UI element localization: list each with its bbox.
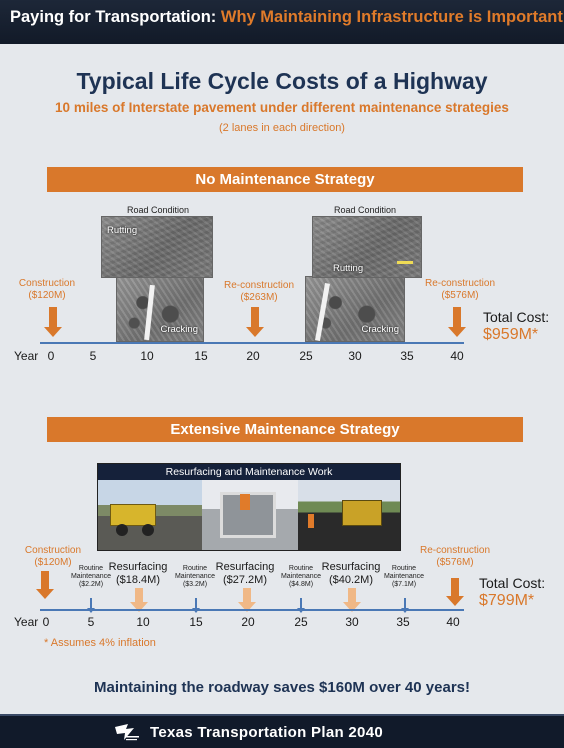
tick-25: 25 [299,349,313,363]
cracking-label-2: Cracking [361,324,399,335]
resurfacing-event-20 [205,561,285,586]
construction-label-em: Construction [24,545,82,556]
tick-25: 25 [294,615,308,629]
construction-cost-em: ($120M) [34,557,72,568]
total-cost-value-nm: $959M* [483,326,539,343]
page-footer [0,714,564,748]
routine-label-25: Routine [288,565,314,572]
footer-title: Texas Transportation Plan 2040 [150,724,383,741]
grader-photo [98,480,202,551]
timeline-axis-em [40,609,464,611]
reconstruction-event-40 [418,278,502,302]
resurfacing-cost-10: ($18.4M) [115,573,161,586]
routine-label-35: Routine [391,565,417,572]
routine-label2-25: Maintenance [280,573,322,581]
tick-35: 35 [400,349,414,363]
routine-label2-5: Maintenance [70,573,112,581]
resurfacing-label-30: Resurfacing [321,561,381,573]
tick-0: 0 [47,349,55,363]
routine-label2-35: Maintenance [383,573,425,581]
reconstruction-event-20 [217,280,301,304]
resurfacing-label-20: Resurfacing [215,561,275,573]
lanes-note: (2 lanes in each direction) [219,122,345,134]
asphalt-paver-photo [298,480,401,551]
tick-40: 40 [446,615,460,629]
reconstruction-label-em: Re-construction [419,545,491,556]
routine-cost-5: ($2.2M) [78,581,104,589]
routine-label2-15: Maintenance [174,573,216,581]
reconstruction-label-40: Re-construction [424,278,496,289]
total-cost-label-nm: Total Cost: [483,309,550,325]
year-label-em: Year [14,615,39,629]
txdot-logo-icon [112,721,140,743]
construction-cost: ($120M) [28,290,66,301]
page-header [0,0,564,44]
year-label-nm: Year [14,349,39,363]
header-title-prefix: Paying for Transportation: [10,8,217,26]
tick-15: 15 [189,615,203,629]
rutting-label-1: Rutting [107,225,138,236]
savings-statement: Maintaining the roadway saves $160M over 40 years! [93,679,470,696]
rutting-photo-2 [312,216,422,278]
routine-cost-35: ($7.1M) [391,581,417,589]
routine-label-5: Routine [78,565,104,572]
page-subtitle: 10 miles of Interstate pavement under different maintenance strategies [55,100,509,115]
construction-arrow-em [36,571,54,599]
page-title: Typical Life Cycle Costs of a Highway [76,68,488,94]
tick-20: 20 [246,349,260,363]
resurfacing-work-photos [97,463,401,551]
tick-5: 5 [87,615,95,629]
reconstruction-cost-20: ($263M) [240,292,278,303]
routine-cost-25: ($4.8M) [288,581,314,589]
construction-label: Construction [18,278,76,289]
routine-label-15: Routine [182,565,208,572]
tick-35: 35 [396,615,410,629]
road-condition-caption-1: Road Condition [126,205,190,215]
cracking-label-1: Cracking [160,324,198,335]
timeline-axis-nm [40,342,464,344]
reconstruction-event-em [412,545,498,569]
total-cost-value-em: $799M* [479,592,535,609]
road-condition-caption-2: Road Condition [333,205,397,215]
construction-event-nm [14,278,80,302]
routine-cost-15: ($3.2M) [182,581,208,589]
reconstruction-arrow-em [446,578,464,606]
rutting-label-2: Rutting [333,263,364,274]
reconstruction-arrow-40 [448,307,466,337]
rutting-photo-1 [101,216,213,278]
total-cost-label-em: Total Cost: [479,575,546,591]
resurfacing-event-10 [98,561,178,586]
tick-5: 5 [89,349,97,363]
tick-0: 0 [42,615,50,629]
tick-20: 20 [241,615,255,629]
tick-15: 15 [194,349,208,363]
reconstruction-arrow-20 [246,307,264,337]
tick-40: 40 [450,349,464,363]
inflation-note: * Assumes 4% inflation [44,637,156,649]
construction-arrow-nm [44,307,62,337]
tick-30: 30 [345,615,359,629]
cracking-photo-2 [305,276,405,342]
no-maintenance-banner: No Maintenance Strategy [47,167,523,192]
resurfacing-cost-20: ($27.2M) [222,573,268,586]
tick-30: 30 [348,349,362,363]
resurfacing-label-10: Resurfacing [108,561,168,573]
header-title-suffix: Why Maintaining Infrastructure is Important [220,8,563,26]
reconstruction-cost-40: ($576M) [441,290,479,301]
resurfacing-event-30 [311,561,391,586]
paving-machine-photo [202,480,298,551]
resurfacing-cost-30: ($40.2M) [328,573,374,586]
cracking-photo-1 [116,276,204,342]
reconstruction-cost-em: ($576M) [436,557,474,568]
reconstruction-label-20: Re-construction [223,280,295,291]
tick-10: 10 [140,349,154,363]
tick-10: 10 [136,615,150,629]
extensive-maintenance-banner: Extensive Maintenance Strategy [47,417,523,442]
resurfacing-work-title: Resurfacing and Maintenance Work [98,464,400,480]
